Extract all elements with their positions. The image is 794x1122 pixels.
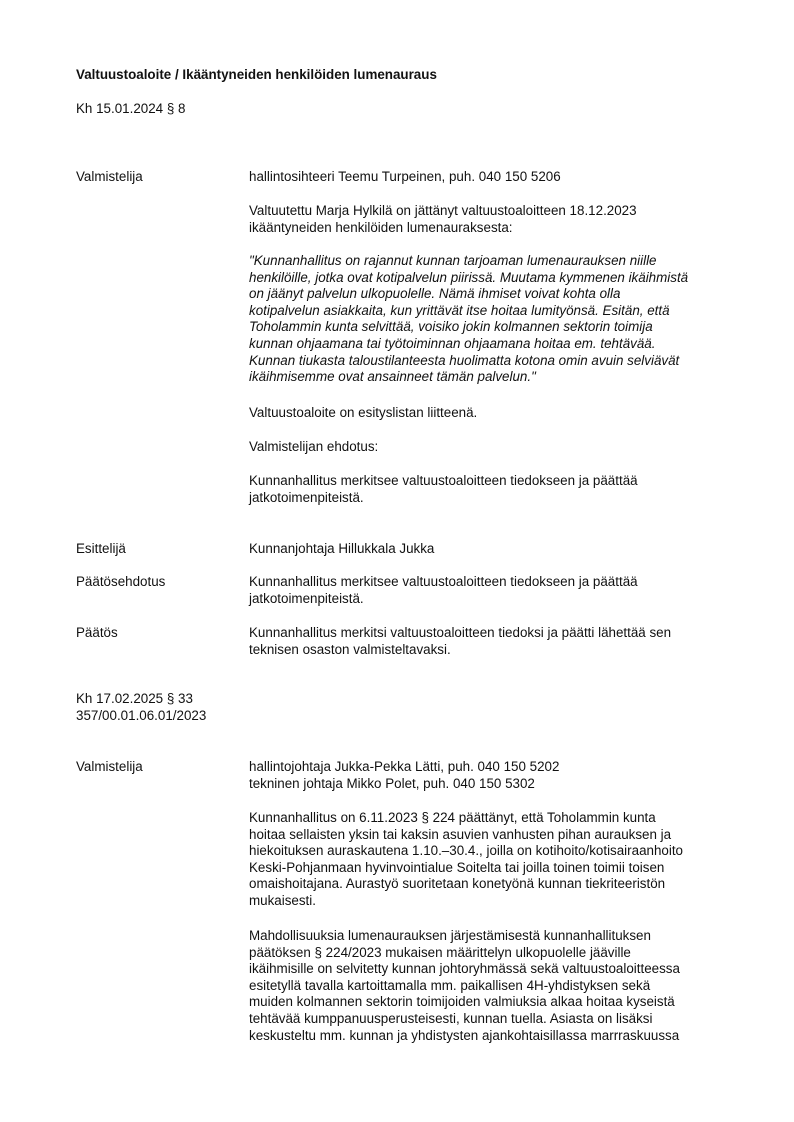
proposal-text: Kunnanhallitus merkitsee valtuustoaloitteen tiedokseen ja päättää jatkotoimenpiteistä. [249, 473, 638, 505]
decision-text: Kunnanhallitus merkitsi valtuustoaloitteen tiedoksi ja päätti lähettää sen teknisen osaston valmisteltavaksi. [249, 625, 672, 657]
decision-label: Päätös [76, 625, 118, 640]
initiative-quote: "Kunnanhallitus on rajannut kunnan tarjoaman lumenaurauksen niille henkilöille, jotka ovat kotipalvelun piirissä. Muutama kymmenen ikäihmistä on jäänyt palvelun ulkopuolelle. Nämä ihmiset voivat kohta olla kotipalvelun asiakkaita, kun yrittävät itse hoitaa lumityönsä. Esitän, että Toholammin kunta selvittää, voisiko jokin kolmannen sektorin toimija kunnan ohjaamana tai työtoiminnan ohjaamana hoitaa em. tehtävää. Kunnan tiukasta taloustilanteesta huolimatta kotona omin avuin selviävät ikäihmisemme ovat ansainneet tämän palvelun." [249, 253, 689, 385]
background-paragraph: Kunnanhallitus on 6.11.2023 § 224 päättänyt, että Toholammin kunta hoitaa sellaisten yksin tai kaksin asuvien vanhusten pihan aurauksen ja hiekoituksen auraskautena 1.10.–30.4., joilla on kotihoito/kotisairaanhoito Keski-Pohjanmaan hyvinvointialue Soitelta tai joilla toinen toimii toisen omaishoitajana. Aurastyö suoritetaan konetyönä kunnan tiekriteeristön mukaisesti. [249, 810, 683, 908]
intro-paragraph: Valtuutettu Marja Hylkilä on jättänyt valtuustoaloitteen 18.12.2023 ikääntyneiden henkilöiden lumenauraksesta: [249, 203, 637, 235]
preparer-name: hallintosihteeri Teemu Turpeinen, puh. 040 150 5206 [249, 169, 561, 184]
meeting-reference-2: Kh 17.02.2025 § 33 357/00.01.06.01/2023 [76, 691, 207, 723]
decision-proposal-label: Päätösehdotus [76, 574, 166, 589]
preparer-label-2: Valmistelija [76, 759, 143, 774]
preparer-label: Valmistelija [76, 169, 143, 184]
meeting-reference: Kh 15.01.2024 § 8 [76, 101, 186, 116]
investigation-paragraph: Mahdollisuuksia lumenaurauksen järjestämisestä kunnanhallituksen päätöksen § 224/2023 mukaisen määrittelyn ulkopuolelle jääville ikäihmisille on selvitetty kunnan johtoryhmässä sekä valtuustoaloitteessa esitetyllä tavalla kartoittamalla mm. paikallisen 4H-yhdistyksen sekä muiden kolmannen sektorin toimijoiden valmiuksia alkaa hoitaa kyseistä tehtävää kumppanuusperusteisesti, kunnan tuella. Asiasta on lisäksi keskusteltu mm. kunnan ja yhdistysten ajankohtaisillassa marrraskuussa [249, 928, 680, 1043]
document-title: Valtuustoaloite / Ikääntyneiden henkilöiden lumenauraus [76, 67, 437, 82]
presenter-label: Esittelijä [76, 541, 126, 556]
presenter-name: Kunnanjohtaja Hillukkala Jukka [249, 541, 435, 556]
preparer-names-2: hallintojohtaja Jukka-Pekka Lätti, puh. 040 150 5202 tekninen johtaja Mikko Polet, puh. 040 150 5302 [249, 759, 560, 791]
proposal-heading: Valmistelijan ehdotus: [249, 439, 379, 454]
decision-proposal-text: Kunnanhallitus merkitsee valtuustoaloitteen tiedokseen ja päättää jatkotoimenpiteistä. [249, 574, 638, 606]
attachment-note: Valtuustoaloite on esityslistan liitteenä. [249, 405, 478, 420]
